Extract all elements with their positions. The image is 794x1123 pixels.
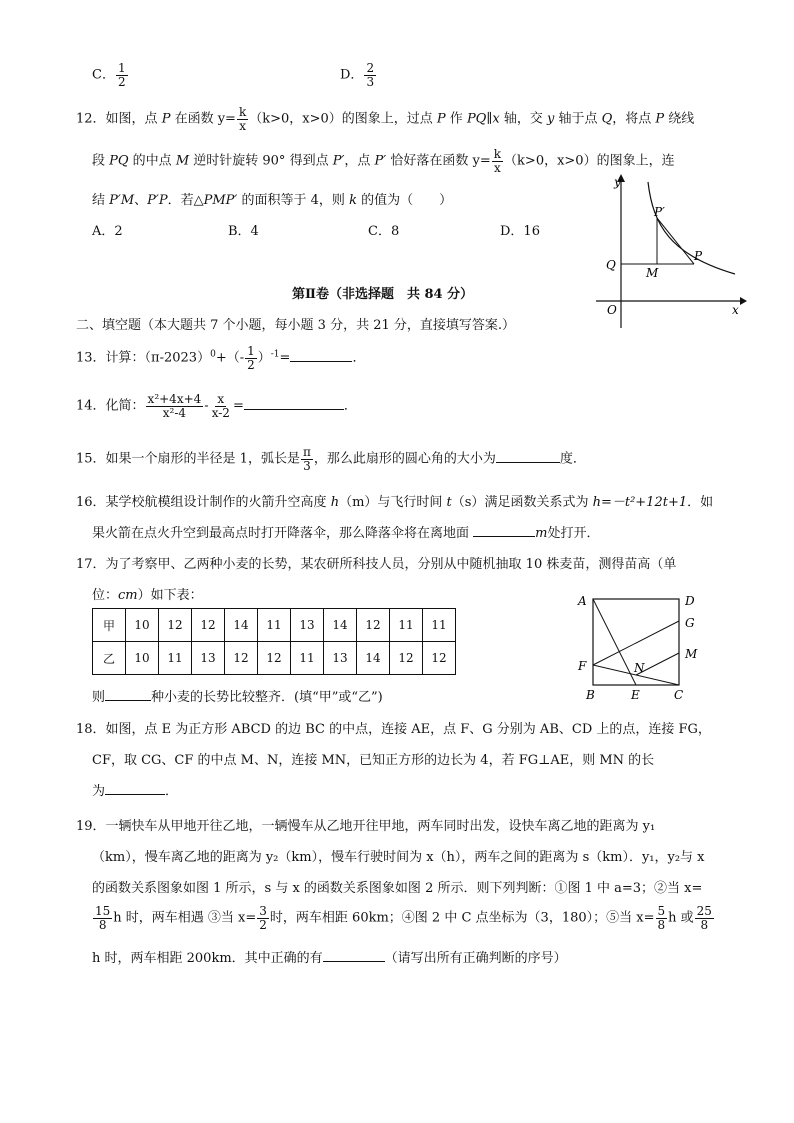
table-cell: 10: [126, 609, 159, 642]
q12-line2: 段 PQ 的中点 M 逆时针旋转 90° 得到点 P′，点 P′ 恰好落在函数 y= $\frac{k}{x}$ （k>0，x>0）的图象上，连: [92, 147, 675, 175]
table-row: [93, 642, 456, 675]
q17-line3: 则 种小麦的长势比较整齐．(填“甲”或“乙”): [92, 690, 383, 705]
table-cell: 10: [126, 642, 159, 675]
label-m: M: [646, 266, 659, 280]
label-q: Q: [606, 258, 616, 272]
table-cell: 12: [258, 642, 291, 675]
table-cell: 13: [324, 642, 357, 675]
table-cell: 11: [291, 642, 324, 675]
q16-line2: 果火箭在点火升空到最高点时打开降落伞，那么降落伞将在离地面 m处打开．: [92, 526, 600, 541]
label-f: F: [578, 659, 587, 673]
label-c: C: [674, 688, 684, 702]
table-cell: 13: [291, 609, 324, 642]
q17-line2: 位：cm）如下表：: [92, 588, 203, 603]
label-g: G: [685, 616, 695, 630]
part2-heading: 二、填空题（本大题共 7 个小题，每小题 3 分，共 21 分，直接填写答案.）: [76, 318, 516, 333]
q18-square-figure: [568, 588, 708, 706]
table-cell: 12: [159, 609, 192, 642]
label-p: P: [694, 249, 703, 263]
table-cell: 14: [357, 642, 390, 675]
q15: 15．如果一个扇形的半径是 1，弧长是 $\frac{\pi}{3}$ ，那么此扇形的圆心角的大小为 度．: [76, 445, 586, 473]
q19-line1: 19．一辆快车从甲地开往乙地，一辆慢车从乙地开往甲地，两车同时出发，设快车离乙地的距离为 y₁: [76, 819, 656, 834]
label-n: N: [634, 661, 645, 675]
q16-line1: 16．某学校航模组设计制作的火箭升空高度 h（m）与飞行时间 t（s）满足函数关系式为 h=－t²+12t+1．如: [76, 495, 714, 510]
table-cell: 11: [159, 642, 192, 675]
table-row: [93, 609, 456, 642]
table-cell: 12: [192, 609, 225, 642]
q11-option-c: C． $\frac{1}{2}$: [92, 61, 126, 89]
label-m: M: [685, 647, 698, 661]
label-b: B: [586, 688, 595, 702]
q12-option-d: D．16: [500, 224, 540, 239]
q12-graph: [590, 170, 750, 330]
table-cell: 11: [390, 609, 423, 642]
table-cell: 11: [423, 609, 456, 642]
q12-line3: 结 P′M、P′P．若△PMP′ 的面积等于 4，则 k 的值为（ ）: [92, 193, 453, 208]
q17-table: [92, 608, 456, 675]
q19-line5: h 时，两车相距 200km．其中正确的有 （请写出所有正确判断的序号）: [92, 951, 567, 966]
row-name: 甲: [93, 609, 126, 642]
label-pp: P′: [654, 205, 665, 219]
table-cell: 13: [192, 642, 225, 675]
q19-line4: $\frac{15}{8}$ h 时，两车相遇 ③当 x= $\frac{3}{2}$ 时，两车相距 60km；④图 2 中 C 点坐标为（3，180）；⑤当 x= $\frac{5}{8}$ h 或 $\frac{25}{8}$: [95, 904, 712, 932]
q18-line1: 18．如图，点 E 为正方形 ABCD 的边 BC 的中点，连接 AE，点 F、G 分别为 AB、CD 上的点，连接 FG，: [76, 722, 711, 737]
section2-title: 第Ⅱ卷（非选择题 共 84 分）: [292, 287, 474, 302]
q13: 13．计算：$(\pi-2023)^0+(-$ $\frac{1}{2}$ ）$^{-1}$= ．: [76, 344, 366, 372]
table-cell: 12: [390, 642, 423, 675]
q11-option-d: D． $\frac{2}{3}$: [340, 61, 375, 89]
table-cell: 14: [324, 609, 357, 642]
q12-line1: 12．如图，点 P 在函数 y= $\frac{k}{x}$ （k>0，x>0）的图象上，过点 P 作 PQ∥x 轴，交 y 轴于点 Q，将点 P 绕线: [76, 105, 695, 133]
q17-line1: 17．为了考察甲、乙两种小麦的长势，某农研所科技人员，分别从中随机抽取 10 株麦苗，测得苗高（单: [76, 557, 677, 572]
q14: 14．化简： $\frac{\text{x²+4x+4}}{\text{x²-4}}$ - $\frac{x}{x-2}$ = ．: [76, 392, 357, 420]
segment-ae: [593, 599, 636, 685]
label-e: E: [631, 688, 640, 702]
x-arrow-icon: [740, 297, 747, 305]
q19-line2: （km），慢车离乙地的距离为 y₂（km），慢车行驶时间为 x（h），两车之间的距离为 s（km）．y₁，y₂与 x: [92, 850, 705, 865]
table-cell: 12: [225, 642, 258, 675]
table-cell: 12: [423, 642, 456, 675]
label-y: y: [614, 175, 621, 189]
row-name: 乙: [93, 642, 126, 675]
q12-option-b: B．4: [228, 224, 259, 239]
label-a: A: [578, 594, 587, 608]
q18-line2: CF，取 CG、CF 的中点 M、N，连接 MN，已知正方形的边长为 4，若 FG⊥AE，则 MN 的长: [92, 753, 655, 768]
label-o: O: [607, 303, 617, 317]
segment-fg: [593, 621, 679, 665]
q18-line3: 为 ．: [92, 784, 179, 799]
q19-line3: 的函数关系图象如图 1 所示，s 与 x 的函数关系图象如图 2 所示．则下列判断：①图 1 中 a=3；②当 x=: [92, 881, 703, 896]
label-d: D: [685, 594, 695, 608]
table-cell: 14: [225, 609, 258, 642]
q12-option-c: C．8: [368, 224, 400, 239]
q12-option-a: A．2: [92, 224, 123, 239]
segment-ppp: [657, 218, 694, 264]
table-cell: 11: [258, 609, 291, 642]
table-cell: 12: [357, 609, 390, 642]
label-x: x: [732, 303, 739, 317]
